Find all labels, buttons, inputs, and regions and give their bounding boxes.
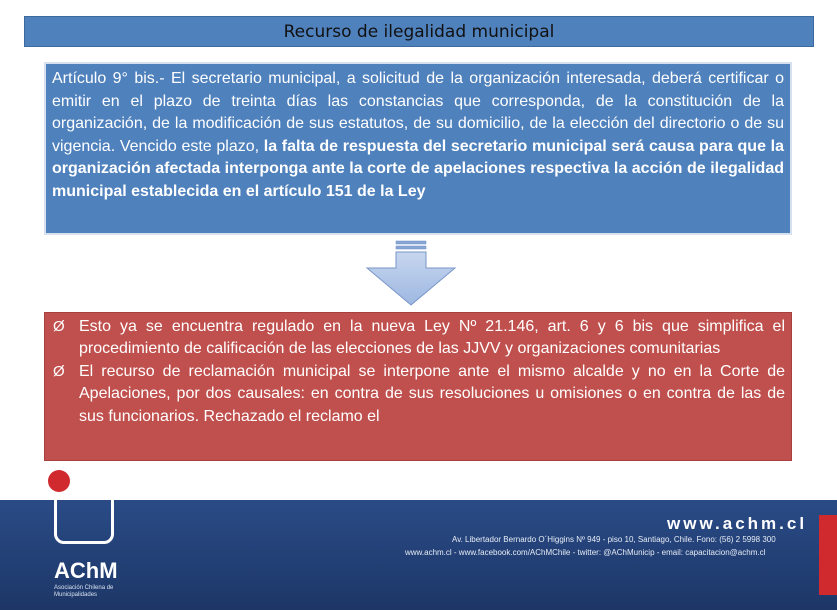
notes-item-text: Esto ya se encuentra regulado en la nueva Ley Nº 21.146, art. 6 y 6 bis que simplifica el procedimiento de calificación de las elecciones de las JJVV y organizaciones comunitarias: [79, 318, 785, 358]
logo-subtitle: Asociación Chilena de Municipalidades: [54, 585, 114, 598]
notes-box: [44, 312, 792, 461]
arrow-bullet-icon: Ø: [53, 318, 65, 335]
article-paragraph: [52, 68, 784, 204]
footer-website[interactable]: www.achm.cl: [667, 514, 808, 533]
logo-text: AChM: [54, 558, 118, 583]
article-text-normal: Artículo 9° bis.- El secretario municipal, a solicitud de la organización interesada, deberá certificar o emitir en el plazo de treinta días las constancias que corresponda, de la constitución de la organización, de la modificación de sus estatutos, de su domicilio, de la elección del directorio o de su vigencia. Vencido este plazo,: [52, 70, 784, 155]
notes-item-text: El recurso de reclamación municipal se interpone ante el mismo alcalde y no en la Corte de Apelaciones, por dos causales: en contra de sus resoluciones u omisiones o en contra de las de sus funcionarios. Rechazado el reclamo el: [79, 362, 785, 425]
footer-contact-links: www.achm.cl - www.facebook.com/AChMChile - twitter: @AChMunicip - email: capacitacion@achm.cl: [405, 548, 766, 557]
arrow-bullet-icon: Ø: [53, 362, 65, 380]
notes-item: [53, 316, 785, 361]
footer-address: Av. Libertador Bernardo O´Higgins Nº 949 - piso 10, Santiago, Chile. Fono: (56) 2 5998 300: [452, 535, 776, 544]
logo-red-dot: [48, 470, 70, 492]
notes-list: [53, 316, 785, 428]
notes-item: [53, 361, 785, 428]
footer-red-accent: [819, 515, 837, 595]
article-text-box: [44, 62, 792, 235]
down-arrow-icon: [365, 240, 457, 306]
overflow-text: apel p: [76, 480, 120, 497]
slide-title: Recurso de ilegalidad municipal: [24, 16, 814, 47]
article-text-bold: la falta de respuesta del secretario municipal será causa para que la organización afectada interponga ante la corte de apelaciones respectiva la acción de ilegalidad municipal establecida en el artículo 151 de la Ley: [52, 137, 784, 200]
